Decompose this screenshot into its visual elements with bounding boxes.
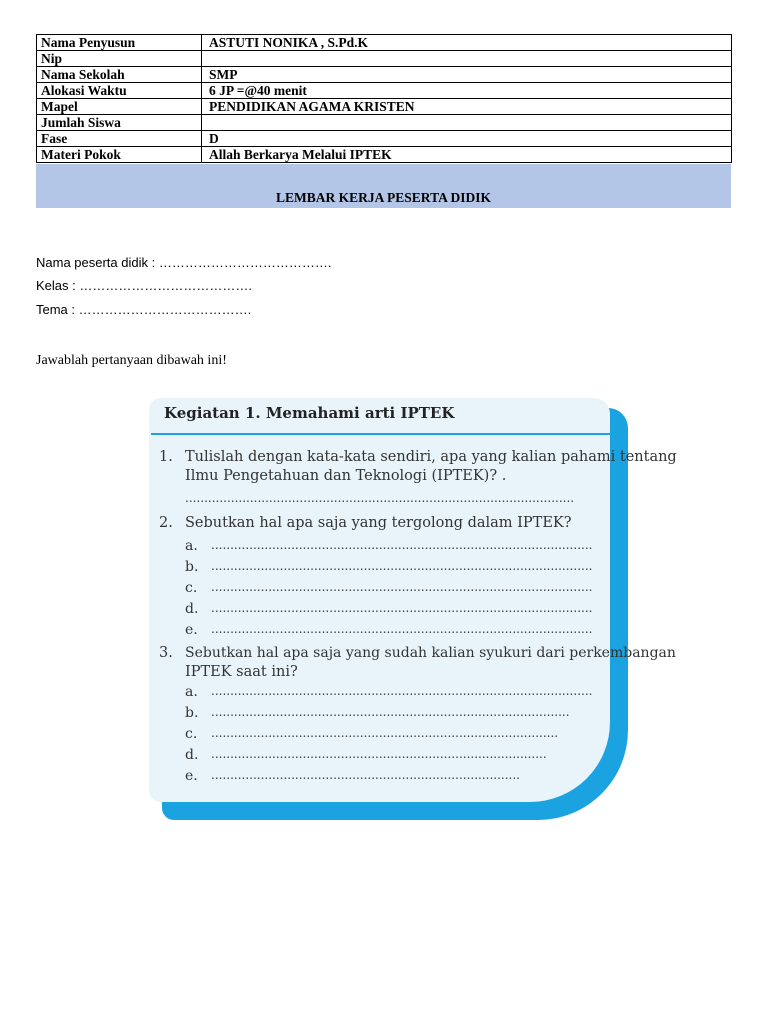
question-number: 1. xyxy=(159,449,173,465)
option-label: d. xyxy=(185,601,199,617)
value-cell: D xyxy=(202,131,732,147)
student-theme-field[interactable]: Tema : …………………………………. xyxy=(36,302,252,317)
table-row xyxy=(37,67,732,83)
answer-line[interactable]: .................................................................................................... xyxy=(211,622,593,636)
answer-line[interactable]: ................................................................................. xyxy=(211,768,520,782)
answer-line[interactable]: ...................................................................................................... xyxy=(185,491,575,505)
option-label: e. xyxy=(185,622,198,638)
activity-card xyxy=(149,398,677,802)
answer-line[interactable]: ........................................................................................... xyxy=(211,726,559,740)
answer-line[interactable]: ........................................................................................ xyxy=(211,747,547,761)
option-label: c. xyxy=(185,726,198,742)
label-cell: Fase xyxy=(37,131,202,147)
option-label: e. xyxy=(185,768,198,784)
answer-line[interactable]: .................................................................................................... xyxy=(211,684,593,698)
option-label: a. xyxy=(185,538,198,554)
table-row xyxy=(37,147,732,163)
value-cell xyxy=(202,115,732,131)
title-divider xyxy=(151,433,610,435)
label-cell: Nip xyxy=(37,51,202,67)
value-cell xyxy=(202,51,732,67)
value-cell: ASTUTI NONIKA , S.Pd.K xyxy=(202,35,732,51)
option-label: b. xyxy=(185,559,199,575)
value-cell: SMP xyxy=(202,67,732,83)
student-class-field[interactable]: Kelas : …………………………………. xyxy=(36,278,252,293)
answer-line[interactable]: .................................................................................................... xyxy=(211,601,593,615)
table-row xyxy=(37,99,732,115)
answer-line[interactable]: .............................................................................................. xyxy=(211,705,570,719)
value-cell: Allah Berkarya Melalui IPTEK xyxy=(202,147,732,163)
identity-table xyxy=(36,34,732,163)
table-row xyxy=(37,83,732,99)
activity-title: Kegiatan 1. Memahami arti IPTEK xyxy=(164,404,455,422)
option-label: b. xyxy=(185,705,199,721)
answer-line[interactable]: .................................................................................................... xyxy=(211,538,593,552)
question-3-text-cont: IPTEK saat ini? xyxy=(185,664,298,680)
label-cell: Jumlah Siswa xyxy=(37,115,202,131)
question-number: 3. xyxy=(159,645,173,661)
label-cell: Nama Sekolah xyxy=(37,67,202,83)
question-3-text: Sebutkan hal apa saja yang sudah kalian syukuri dari perkembangan xyxy=(185,645,676,661)
option-label: a. xyxy=(185,684,198,700)
label-cell: Materi Pokok xyxy=(37,147,202,163)
table-row xyxy=(37,131,732,147)
student-name-field[interactable]: Nama peserta didik : …………………………………. xyxy=(36,255,332,270)
value-cell: PENDIDIKAN AGAMA KRISTEN xyxy=(202,99,732,115)
answer-line[interactable]: .................................................................................................... xyxy=(211,580,593,594)
question-number: 2. xyxy=(159,515,173,531)
answer-line[interactable]: .................................................................................................... xyxy=(211,559,593,573)
table-row xyxy=(37,115,732,131)
question-1-text: Tulislah dengan kata-kata sendiri, apa yang kalian pahami tentang xyxy=(185,449,677,465)
question-1-text-cont: Ilmu Pengetahuan dan Teknologi (IPTEK)? . xyxy=(185,468,507,484)
table-row xyxy=(37,51,732,67)
label-cell: Nama Penyusun xyxy=(37,35,202,51)
instruction-text: Jawablah pertanyaan dibawah ini! xyxy=(36,353,227,368)
worksheet-banner xyxy=(36,164,731,208)
question-2-text: Sebutkan hal apa saja yang tergolong dalam IPTEK? xyxy=(185,515,572,531)
label-cell: Alokasi Waktu xyxy=(37,83,202,99)
value-cell: 6 JP =@40 menit xyxy=(202,83,732,99)
table-row xyxy=(37,35,732,51)
option-label: c. xyxy=(185,580,198,596)
option-label: d. xyxy=(185,747,199,763)
label-cell: Mapel xyxy=(37,99,202,115)
worksheet-title: LEMBAR KERJA PESERTA DIDIK xyxy=(276,190,491,205)
